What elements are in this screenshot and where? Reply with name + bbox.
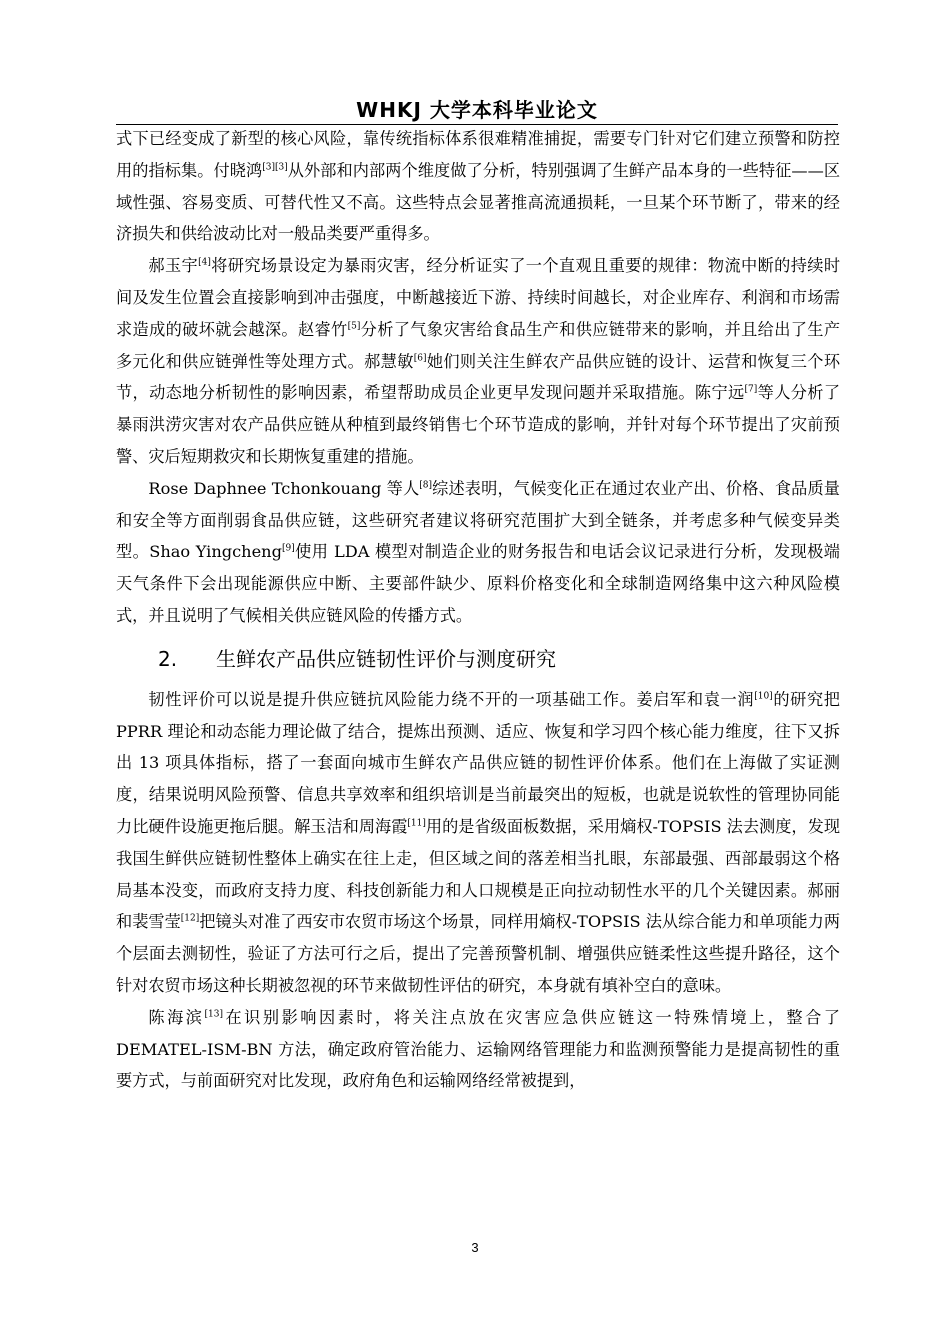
citation: [6] <box>413 353 427 364</box>
section-title: 生鲜农产品供应链韧性评价与测度研究 <box>216 646 556 671</box>
paragraph: Rose Daphnee Tchonkouang 等人[8]综述表明，气候变化正在通过农业产出、价格、食品质量和安全等方面削弱食品供应链，这些研究者建议将研究范围扩大到全链条，并考虑多种气候变异类型。Shao Yingcheng[9]使用 LDA 模型对制造企业的财务报告和电话会议记录进行分析，发现极端天气条件下会出现能源供应中断、主要部件缺少、原料价格变化和全球制造网络集中这六种风险模式，并且说明了气候相关供应链风险的传播方式。 <box>116 478 840 625</box>
paragraph: 陈海滨[13]在识别影响因素时，将关注点放在灾害应急供应链这一特殊情境上，整合了 DEMATEL-ISM-BN 方法，确定政府管治能力、运输网络管理能力和监测预警能力是提高韧性的重要方式，与前面研究对比发现，政府角色和运输网络经常被提到， <box>116 1007 840 1091</box>
section-number: 2. <box>158 646 178 671</box>
citation: [7] <box>744 384 758 395</box>
section-heading <box>116 642 840 676</box>
citation: [11] <box>407 818 426 829</box>
citation: [3] <box>274 162 288 173</box>
citation: [13] <box>204 1009 223 1020</box>
page-number: 3 <box>471 1240 479 1255</box>
paragraph: 韧性评价可以说是提升供应链抗风险能力绕不开的一项基础工作。姜启军和袁一润[10]的研究把 PPRR 理论和动态能力理论做了结合，提炼出预测、适应、恢复和学习四个核心能力维度，往下又拆出 13 项具体指标，搭了一套面向城市生鲜农产品供应链的韧性评价体系。他们在上海做了实证测度，结果说明风险预警、信息共享效率和组织培训是当前最突出的短板，也就是说软性的管理协同能力比硬件设施更拖后腿。解玉洁和周海霞[11]用的是省级面板数据，采用熵权-TOPSIS 法去测度，发现我国生鲜供应链韧性整体上确实在往上走，但区域之间的落差相当扎眼，东部最强、西部最弱这个格局基本没变，而政府支持力度、科技创新能力和人口规模是正向拉动韧性水平的几个关键因素。郝丽和裴雪莹[12]把镜头对准了西安市农贸市场这个场景，同样用熵权-TOPSIS 法从综合能力和单项能力两个层面去测韧性，验证了方法可行之后，提出了完善预警机制、增强供应链柔性这些提升路径，这个针对农贸市场这种长期被忽视的环节来做韧性评估的研究，本身就有填补空白的意味。 <box>116 689 841 995</box>
citation: [5] <box>347 321 361 332</box>
citation: [4] <box>198 257 211 268</box>
page-header: WHKJ 大学本科毕业论文 <box>356 98 598 122</box>
citation: [9] <box>281 543 295 554</box>
citation: [3] <box>262 162 275 173</box>
citation: [8] <box>419 480 433 491</box>
document-body <box>116 123 840 1097</box>
citation: [10] <box>754 691 773 702</box>
paragraph: 式下已经变成了新型的核心风险，靠传统指标体系很难精准捕捉，需要专门针对它们建立预警和防控用的指标集。付晓鸿[3][3]从外部和内部两个维度做了分析，特别强调了生鲜产品本身的一些特征——区域性强、容易变质、可替代性又不高。这些特点会显著推高流通损耗，一旦某个环节断了，带来的经济损失和供给波动比对一般品类要严重得多。 <box>116 129 841 244</box>
citation: [12] <box>180 913 200 924</box>
paragraph: 郝玉宇[4]将研究场景设定为暴雨灾害，经分析证实了一个直观且重要的规律：物流中断的持续时间及发生位置会直接影响到冲击强度，中断越接近下游、持续时间越长，对企业库存、利润和市场需求造成的破坏就会越深。赵睿竹[5]分析了气象灾害给食品生产和供应链带来的影响，并且给出了生产多元化和供应链弹性等处理方式。郝慧敏[6]她们则关注生鲜农产品供应链的设计、运营和恢复三个环节，动态地分析韧性的影响因素，希望帮助成员企业更早发现问题并采取措施。陈宁远[7]等人分析了暴雨洪涝灾害对农产品供应链从种植到最终销售七个环节造成的影响，并针对每个环节提出了灾前预警、灾后短期救灾和长期恢复重建的措施。 <box>116 256 841 466</box>
